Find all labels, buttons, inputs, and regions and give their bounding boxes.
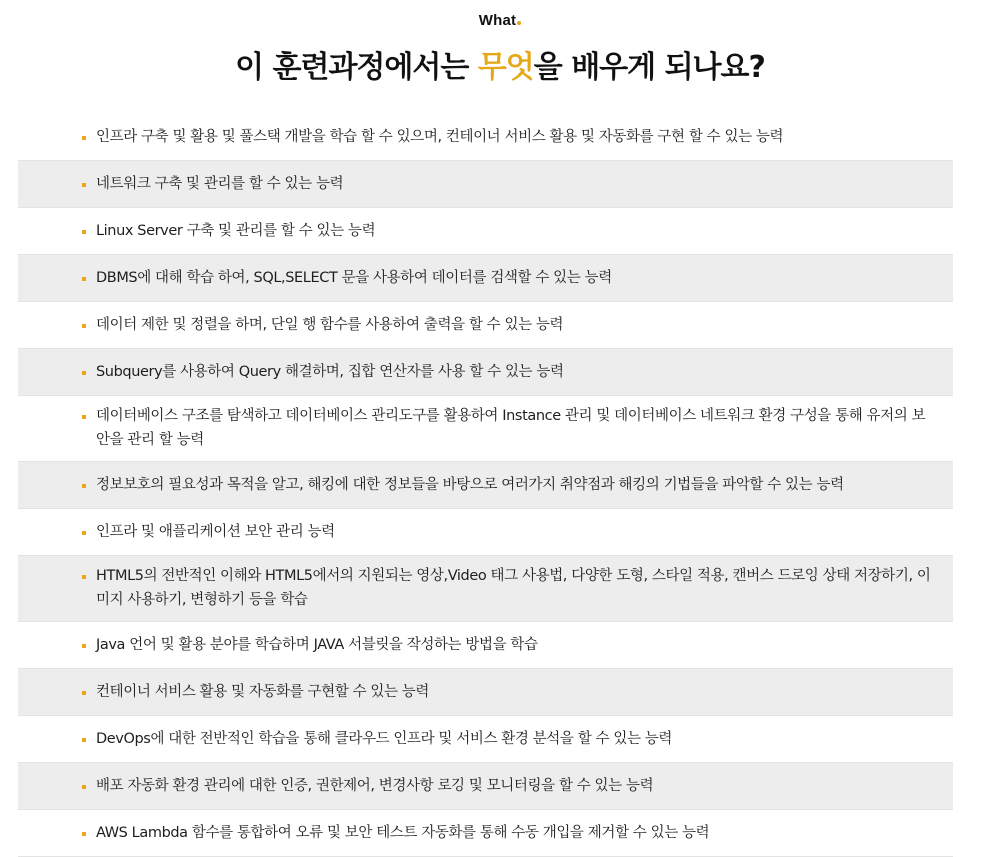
title-before: 이 훈련과정에서는 [235,50,478,85]
bullet-icon [82,183,86,187]
list-item [18,349,953,396]
bullet-icon [82,136,86,140]
learning-outcomes-list [18,114,953,857]
list-item [18,114,953,161]
bullet-icon [82,575,86,579]
list-item [18,810,953,857]
title-highlight: 무엇 [477,50,534,85]
bullet-icon [82,415,86,419]
bullet-icon [82,738,86,742]
section-header [0,0,1000,112]
list-item-text: DevOps에 대한 전반적인 학습을 통해 클라우드 인프라 및 서비스 환경 분석을 할 수 있는 능력 [96,731,673,747]
bullet-icon [82,691,86,695]
list-item [18,556,953,622]
list-item [18,161,953,208]
list-item-text: 인프라 및 애플리케이션 보안 관리 능력 [96,524,335,540]
list-item [18,302,953,349]
list-item-text: 배포 자동화 환경 관리에 대한 인증, 권한제어, 변경사항 로깅 및 모니터링을 할 수 있는 능력 [96,778,654,794]
eyebrow-text: What [478,12,517,29]
list-item-text: AWS Lambda 함수를 통합하여 오류 및 보안 테스트 자동화를 통해 수동 개입을 제거할 수 있는 능력 [96,825,710,841]
list-item-text: DBMS에 대해 학습 하여, SQL,SELECT 문을 사용하여 데이터를 검색할 수 있는 능력 [96,270,612,286]
list-item [18,763,953,810]
list-item [18,255,953,302]
bullet-icon [82,832,86,836]
page-title [0,42,1000,86]
bullet-icon [82,785,86,789]
bullet-icon [82,484,86,488]
list-item-text: 인프라 구축 및 활용 및 풀스택 개발을 학습 할 수 있으며, 컨테이너 서비스 활용 및 자동화를 구현 할 수 있는 능력 [96,129,784,145]
list-item-text: HTML5의 전반적인 이해와 HTML5에서의 지원되는 영상,Video 태그 사용법, 다양한 도형, 스타일 적용, 캔버스 드로잉 상태 저장하기, 이미지 사용하기, 변형하기 등을 학습 [96,568,931,608]
list-item-text: Linux Server 구축 및 관리를 할 수 있는 능력 [96,223,376,239]
title-after: 을 배우게 되나요? [533,50,765,85]
list-item-text: 데이터베이스 구조를 탐색하고 데이터베이스 관리도구를 활용하여 Instance 관리 및 데이터베이스 네트워크 환경 구성을 통해 유저의 보안을 관리 할 능력 [96,408,926,448]
list-item-text: 정보보호의 필요성과 목적을 알고, 해킹에 대한 정보들을 바탕으로 여러가지 취약점과 해킹의 기법들을 파악할 수 있는 능력 [96,477,844,493]
list-item [18,716,953,763]
bullet-icon [82,277,86,281]
bullet-icon [82,230,86,234]
list-item [18,669,953,716]
list-item [18,509,953,556]
bullet-icon [82,644,86,648]
list-item [18,462,953,509]
bullet-icon [82,371,86,375]
list-item-text: 데이터 제한 및 정렬을 하며, 단일 행 함수를 사용하여 출력을 할 수 있는 능력 [96,317,564,333]
list-item-text: Java 언어 및 활용 분야를 학습하며 JAVA 서블릿을 작성하는 방법을 학습 [96,637,538,653]
list-item-text: 컨테이너 서비스 활용 및 자동화를 구현할 수 있는 능력 [96,684,430,700]
list-item [18,208,953,255]
eyebrow-label [0,12,1000,29]
list-item [18,396,953,462]
accent-dot-icon [517,21,521,25]
list-item-text: Subquery를 사용하여 Query 해결하며, 집합 연산자를 사용 할 수 있는 능력 [96,364,564,380]
list-item-text: 네트워크 구축 및 관리를 할 수 있는 능력 [96,176,344,192]
bullet-icon [82,531,86,535]
bullet-icon [82,324,86,328]
list-item [18,622,953,669]
